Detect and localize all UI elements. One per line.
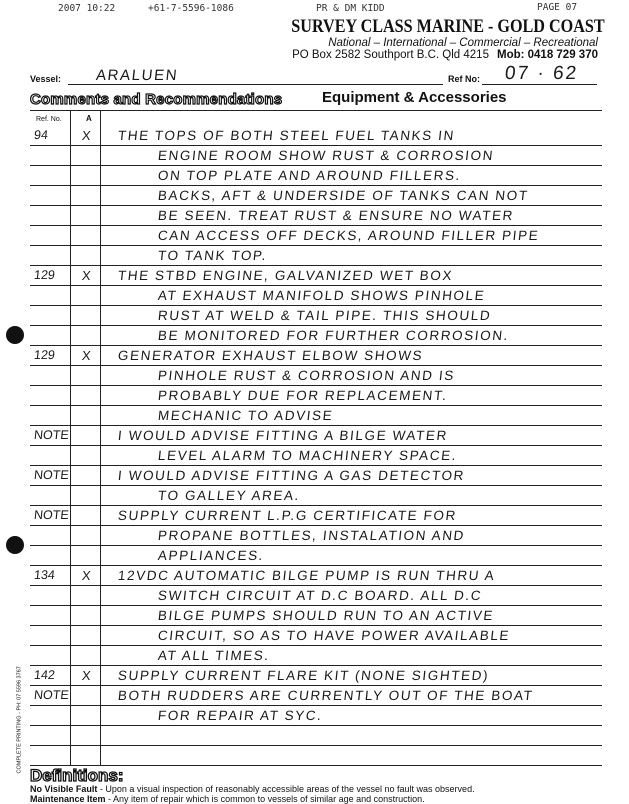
entry-action-mark: X <box>81 268 94 283</box>
vessel-underline <box>68 84 443 85</box>
entry-text: PINHOLE RUST & CORROSION AND IS <box>157 368 456 383</box>
definition-term: No Visible Fault <box>30 784 98 794</box>
vessel-value: ARALUEN <box>95 67 180 84</box>
entry-text: TO TANK TOP. <box>157 248 269 263</box>
table-row <box>30 726 602 746</box>
table-row <box>30 566 602 586</box>
entry-text: ON TOP PLATE AND AROUND FILLERS. <box>157 168 462 183</box>
entry-text: THE STBD ENGINE, GALVANIZED WET BOX <box>117 268 454 283</box>
entry-text: PROPANE BOTTLES, INSTALATION AND <box>157 528 466 543</box>
table-row <box>30 146 602 166</box>
definitions-title: Definitions: <box>30 766 124 785</box>
table-row <box>30 206 602 226</box>
printer-imprint: COMPLETE PRINTING - PH: 07 5596 3767 <box>16 666 23 774</box>
table-row <box>30 646 602 666</box>
section-title: Comments and Recommendations <box>30 91 283 108</box>
table-row <box>30 546 602 566</box>
table-row <box>30 126 602 146</box>
definition-desc: - Upon a visual inspection of reasonably accessible areas of the vessel no fault was observed. <box>97 784 475 794</box>
entry-text: LEVEL ALARM TO MACHINERY SPACE. <box>157 448 458 463</box>
vessel-label: Vessel: <box>30 74 62 84</box>
punch-hole <box>6 326 24 344</box>
fax-page: PAGE 07 <box>537 2 578 13</box>
entry-ref: 129 <box>33 268 56 282</box>
table-row <box>30 526 602 546</box>
definitions <box>30 767 475 804</box>
definition-desc: - Any item of repair which is common to vessels of similar age and construction. <box>105 794 425 804</box>
fax-sender: PR & DM KIDD <box>316 3 385 14</box>
entry-text: RUST AT WELD & TAIL PIPE. THIS SHOULD <box>157 308 493 323</box>
col-ref-header: Ref. No. <box>36 116 62 123</box>
table-row <box>30 246 602 266</box>
company-name: SURVEY CLASS MARINE - GOLD COAST <box>291 16 605 37</box>
table-row <box>30 486 602 506</box>
table-row <box>30 346 602 366</box>
company-address: PO Box 2582 Southport B.C. Qld 4215 <box>292 49 489 61</box>
letterhead <box>236 16 605 62</box>
entries-table <box>30 126 602 766</box>
section-divider <box>30 110 602 111</box>
entry-text: BE SEEN. TREAT RUST & ENSURE NO WATER <box>157 208 515 223</box>
table-row <box>30 446 602 466</box>
section-subtitle: Equipment & Accessories <box>322 89 507 106</box>
table-row <box>30 686 602 706</box>
entry-text: APPLIANCES. <box>157 548 265 563</box>
entry-ref: 129 <box>33 348 56 362</box>
col-a-header: A <box>86 114 92 123</box>
entry-text: I WOULD ADVISE FITTING A BILGE WATER <box>117 428 449 443</box>
table-row <box>30 266 602 286</box>
entry-text: MECHANIC TO ADVISE <box>157 408 335 423</box>
punch-hole <box>6 536 24 554</box>
table-row <box>30 326 602 346</box>
table-row <box>30 286 602 306</box>
table-row <box>30 746 602 766</box>
entry-text: FOR REPAIR AT SYC. <box>157 708 324 723</box>
entry-ref: 142 <box>33 668 56 682</box>
table-row <box>30 306 602 326</box>
ref-value: 07 · 62 <box>503 63 580 84</box>
entry-ref: NOTE <box>33 468 70 482</box>
entry-text: BILGE PUMPS SHOULD RUN TO AN ACTIVE <box>157 608 495 623</box>
definition-line <box>30 784 475 794</box>
table-row <box>30 226 602 246</box>
entry-text: GENERATOR EXHAUST ELBOW SHOWS <box>117 348 424 363</box>
entry-text: AT ALL TIMES. <box>157 648 271 663</box>
entry-action-mark: X <box>81 668 94 683</box>
ref-label: Ref No: <box>448 74 480 84</box>
entry-action-mark: X <box>81 128 94 143</box>
entry-text: ENGINE ROOM SHOW RUST & CORROSION <box>157 148 495 163</box>
company-tagline: National – International – Commercial – Recreational <box>328 37 598 49</box>
table-row <box>30 406 602 426</box>
entry-text: BOTH RUDDERS ARE CURRENTLY OUT OF THE BOAT <box>117 688 535 703</box>
ref-underline <box>482 84 597 85</box>
fax-datetime: 2007 10:22 <box>58 3 116 14</box>
entry-text: THE TOPS OF BOTH STEEL FUEL TANKS IN <box>117 128 456 143</box>
table-row <box>30 386 602 406</box>
entry-text: BE MONITORED FOR FURTHER CORROSION. <box>157 328 510 343</box>
entry-ref: NOTE <box>33 508 70 522</box>
table-row <box>30 166 602 186</box>
entry-text: I WOULD ADVISE FITTING A GAS DETECTOR <box>117 468 466 483</box>
table-row <box>30 466 602 486</box>
entry-text: SUPPLY CURRENT L.P.G CERTIFICATE FOR <box>117 508 458 523</box>
entry-ref: NOTE <box>33 428 70 442</box>
entry-action-mark: X <box>81 568 94 583</box>
entry-text: TO GALLEY AREA. <box>157 488 301 503</box>
entry-ref: 134 <box>33 568 56 582</box>
table-row <box>30 426 602 446</box>
table-row <box>30 626 602 646</box>
table-row <box>30 586 602 606</box>
entry-text: PROBABLY DUE FOR REPLACEMENT. <box>157 388 449 403</box>
entry-text: CAN ACCESS OFF DECKS, AROUND FILLER PIPE <box>157 228 541 243</box>
entry-action-mark: X <box>81 348 94 363</box>
entry-text: CIRCUIT, SO AS TO HAVE POWER AVAILABLE <box>157 628 511 643</box>
table-row <box>30 186 602 206</box>
entry-text: SWITCH CIRCUIT AT D.C BOARD. ALL D.C <box>157 588 483 603</box>
entry-text: BACKS, AFT & UNDERSIDE OF TANKS CAN NOT <box>157 188 530 203</box>
entry-ref: NOTE <box>33 688 70 702</box>
table-row <box>30 666 602 686</box>
table-row <box>30 606 602 626</box>
entry-text: AT EXHAUST MANIFOLD SHOWS PINHOLE <box>157 288 487 303</box>
entry-ref: 94 <box>33 128 49 142</box>
table-row <box>30 506 602 526</box>
company-mobile: Mob: 0418 729 370 <box>496 49 598 61</box>
table-row <box>30 366 602 386</box>
fax-phone: +61-7-5596-1086 <box>148 3 234 14</box>
table-row <box>30 706 602 726</box>
entry-text: SUPPLY CURRENT FLARE KIT (NONE SIGHTED) <box>117 668 491 683</box>
entry-text: 12VDC AUTOMATIC BILGE PUMP IS RUN THRU A <box>117 568 497 583</box>
definition-line <box>30 794 475 804</box>
definition-term: Maintenance Item <box>30 794 106 804</box>
